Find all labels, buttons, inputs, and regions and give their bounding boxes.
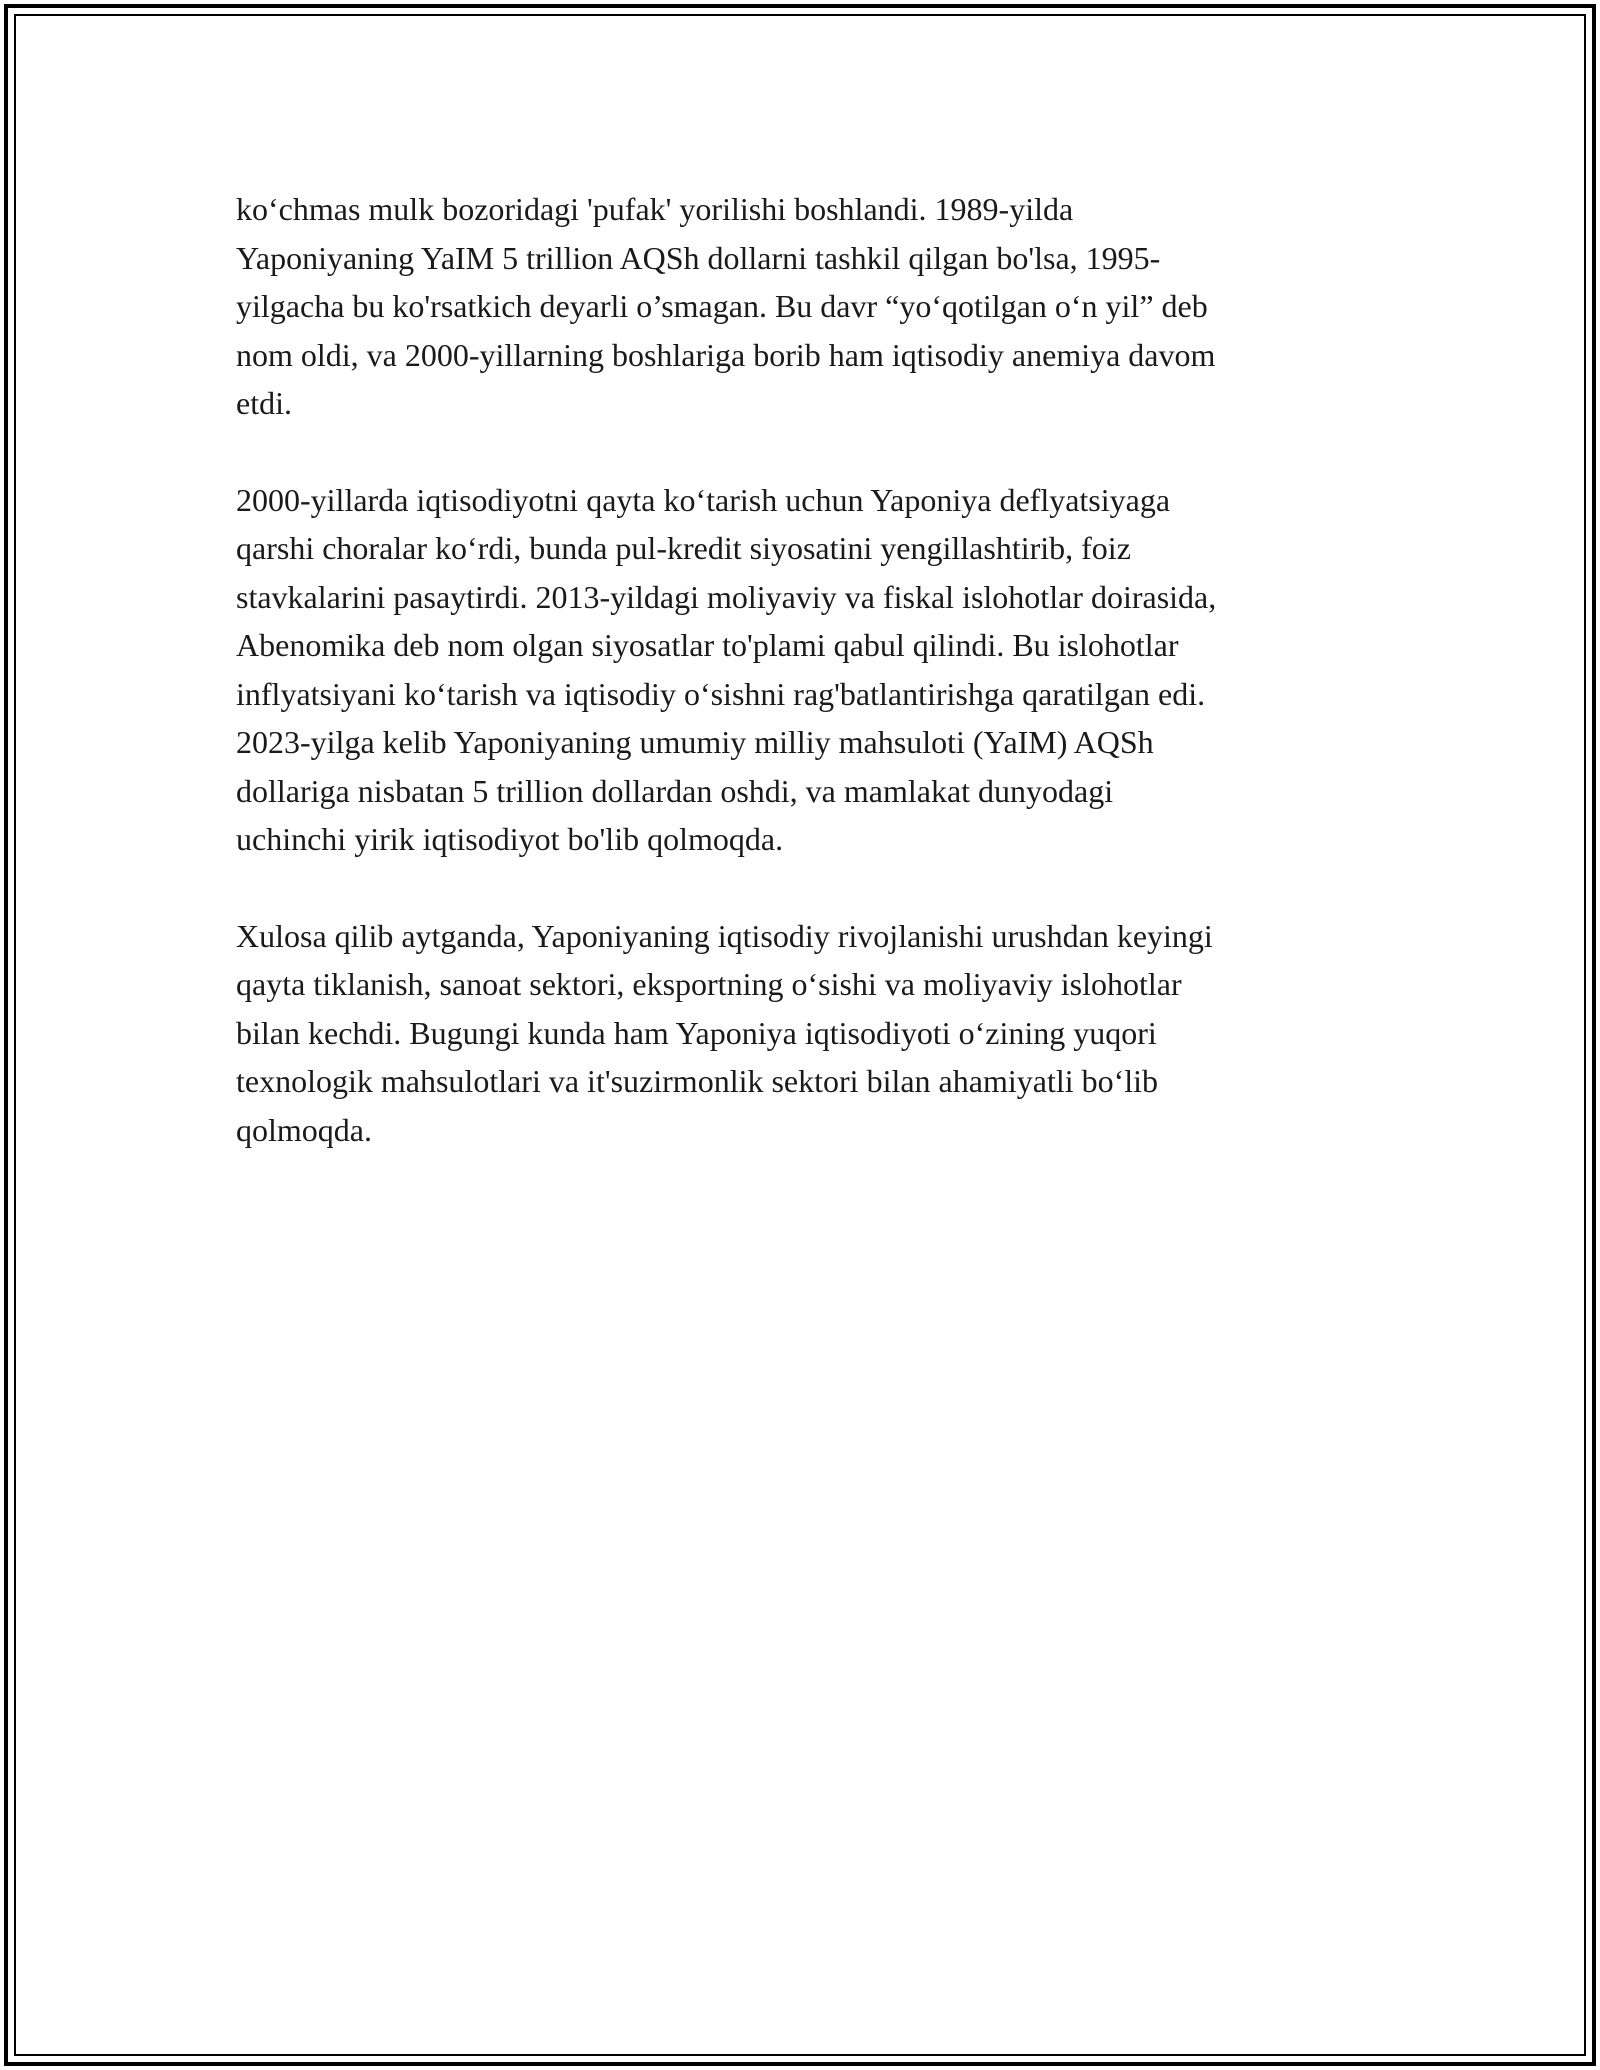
paragraph-1: ko‘chmas mulk bozoridagi 'pufak' yorilishi boshlandi. 1989-yilda Yaponiyaning YaIM 5 trillion AQSh dollarni tashkil qilgan bo'lsa, 1995- yilgacha bu ko'rsatkich deyarli o’smagan. Bu davr “yo‘qotilgan o‘n yil” deb nom oldi, va 2000-yillarning boshlariga borib ham iqtisodiy anemiya davom etdi. bbox=[236, 191, 1216, 421]
paragraph-2: 2000-yillarda iqtisodiyotni qayta ko‘tarish uchun Yaponiya deflyatsiyaga qarshi choralar ko‘rdi, bunda pul-kredit siyosatini yengillashtirib, foiz stavkalarini pasaytirdi. 2013-yildagi moliyaviy va fiskal islohotlar doirasida, Abenomika deb nom olgan siyosatlar to'plami qabul qilindi. Bu islohotlar inflyatsiyani ko‘tarish va iqtisodiy o‘sishni rag'batlantirishga qaratilgan edi. 2023-yilga kelib Yaponiyaning umumiy milliy mahsuloti (YaIM) AQSh dollariga nisbatan 5 trillion dollardan oshdi, va mamlakat dunyodagi uchinchi yirik iqtisodiyot bo'lib qolmoqda. bbox=[236, 481, 1217, 857]
paragraph-3: Xulosa qilib aytganda, Yaponiyaning iqtisodiy rivojlanishi urushdan keyingi qayta tiklanish, sanoat sektori, eksportning o‘sishi va moliyaviy islohotlar bilan kechdi. Bugungi kunda ham Yaponiya iqtisodiyoti o‘zining yuqori texnologik mahsulotlari va it'suzirmonlik sektori bilan ahamiyatli bo‘lib qolmoqda. bbox=[236, 917, 1213, 1148]
document-body bbox=[236, 185, 1376, 1202]
